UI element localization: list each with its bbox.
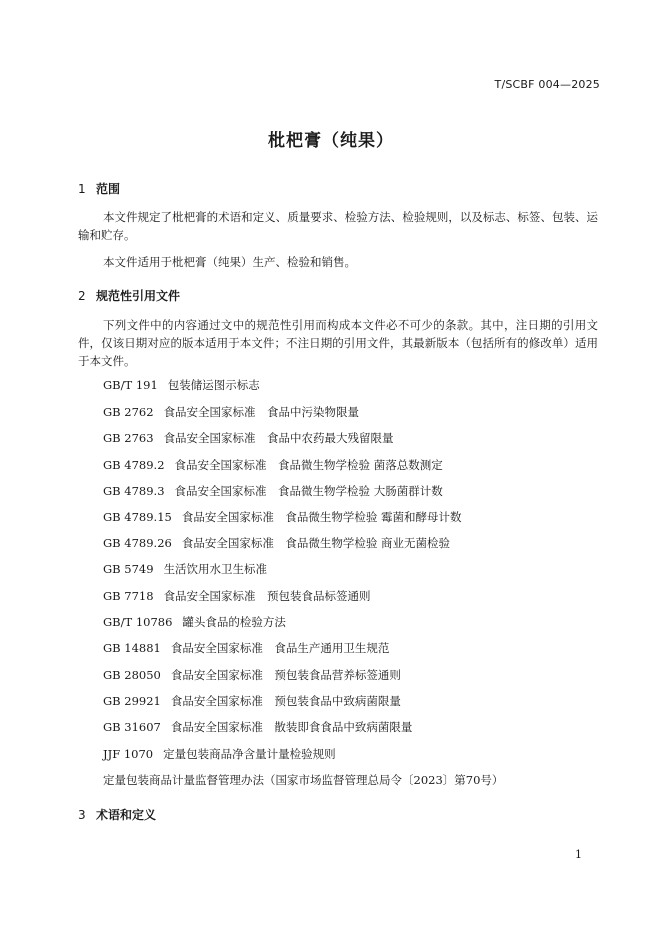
- section-number: 3: [78, 808, 86, 822]
- reference-item: GB/T 191 包装储运图示标志: [103, 378, 260, 392]
- scope-paragraph-1: 本文件规定了枇杷膏的术语和定义、质量要求、检验方法、检验规则，以及标志、标签、包装、运输和贮存。: [78, 210, 598, 242]
- reference-item: GB/T 10786 罐头食品的检验方法: [103, 615, 286, 629]
- reference-item: GB 5749 生活饮用水卫生标准: [103, 562, 268, 576]
- reference-item: GB 28050 食品安全国家标准 预包装食品营养标签通则: [103, 668, 401, 682]
- section-3-heading: [78, 806, 156, 823]
- reference-item: GB 7718 食品安全国家标准 预包装食品标签通则: [103, 589, 371, 603]
- reference-item: GB 4789.26 食品安全国家标准 食品微生物学检验 商业无菌检验: [103, 536, 451, 550]
- document-title: 枇杷膏（纯果）: [268, 131, 394, 151]
- reference-item: GB 4789.2 食品安全国家标准 食品微生物学检验 菌落总数测定: [103, 458, 443, 472]
- scope-paragraph-2: 本文件适用于枇杷膏（纯果）生产、检验和销售。: [103, 255, 356, 269]
- reference-item: GB 4789.3 食品安全国家标准 食品微生物学检验 大肠菌群计数: [103, 484, 443, 498]
- reference-item-regulation: 定量包装商品计量监督管理办法（国家市场监督管理总局令〔2023〕第70号）: [103, 773, 504, 787]
- section-title: 范围: [96, 182, 121, 196]
- section-title: 术语和定义: [96, 808, 157, 822]
- section-2-heading: [78, 287, 180, 304]
- standard-code: T/SCBF 004—2025: [494, 78, 600, 91]
- page-number: 1: [575, 848, 582, 861]
- reference-item: GB 29921 食品安全国家标准 预包装食品中致病菌限量: [103, 694, 401, 708]
- section-number: 2: [78, 289, 86, 303]
- section-1-heading: [78, 180, 120, 197]
- reference-item: GB 2763 食品安全国家标准 食品中农药最大残留限量: [103, 431, 394, 445]
- section-number: 1: [78, 182, 86, 196]
- reference-item: GB 4789.15 食品安全国家标准 食品微生物学检验 霉菌和酵母计数: [103, 510, 462, 524]
- reference-item: GB 14881 食品安全国家标准 食品生产通用卫生规范: [103, 641, 390, 655]
- section-title: 规范性引用文件: [96, 289, 181, 303]
- reference-item: JJF 1070 定量包装商品净含量计量检验规则: [103, 747, 336, 761]
- references-intro: 下列文件中的内容通过文中的规范性引用而构成本文件必不可少的条款。其中，注日期的引用文件，仅该日期对应的版本适用于本文件；不注日期的引用文件，其最新版本（包括所有的修改单）适用于本文件。: [78, 318, 598, 368]
- reference-item: GB 2762 食品安全国家标准 食品中污染物限量: [103, 405, 360, 419]
- reference-item: GB 31607 食品安全国家标准 散装即食食品中致病菌限量: [103, 720, 413, 734]
